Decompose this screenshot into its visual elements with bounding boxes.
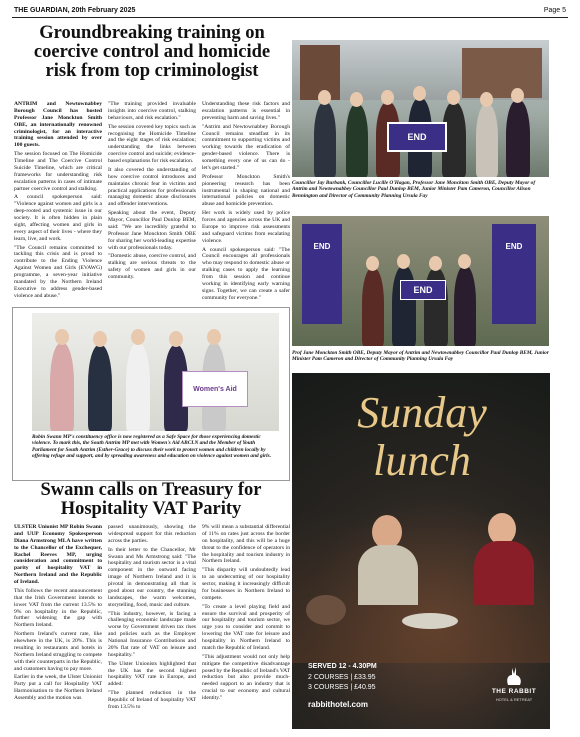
article-paragraph: The session covered key topics such as recognising the Homicide Timeline and the eight stages of risk escalation; understanding the links between coercive control and suicide; evidence-based explanations for risk escalation.: [108, 123, 196, 164]
article-paragraph: Earlier in the week, the Ulster Unionist Party put a call for Hospitality VAT Harmonisation to the Northern Ireland Assembly and the motion was: [14, 674, 102, 701]
advert-title-lunch: lunch: [373, 436, 471, 485]
page-number: Page 5: [543, 7, 566, 14]
publication-date: THE GUARDIAN, 20th February 2025: [14, 7, 136, 14]
article-paragraph: Northern Ireland's current rate, like elsewhere in the UK, is 20%. This is resulting in restaurants and hotels in Northern Ireland struggling to compete with their counterparts in the Republic, and customers having to pay more.: [14, 631, 102, 672]
group-photo-middle: [292, 216, 549, 346]
article-headline: Groundbreaking training on coercive control and homicide risk from top criminologist: [33, 23, 271, 81]
article-paragraph: passed unanimously, showing the widespread support for this reduction across the parties.: [108, 524, 196, 544]
article-column-1: [14, 101, 102, 306]
group-photo-top: [292, 40, 549, 177]
end-sign: END: [387, 122, 447, 152]
advert-title-sunday: Sunday: [357, 388, 487, 437]
article-paragraph: The Ulster Unionists highlighted that the UK has the second highest hospitality VAT rate in Europe, and added:: [108, 660, 196, 688]
article-paragraph: It also covered the understanding of how coercive control introduces and maintains chronic fear in victims and practical applications for professionals managing domestic abuse disclosures and offender interventions.: [108, 166, 196, 208]
advert-two-courses: 2 COURSES | £33.95: [308, 674, 376, 681]
end-banner-left: [302, 224, 342, 324]
article-paragraph: A council spokesperson said: "The Council encourages all professionals who may respond to domestic abuse or stalking cases to apply the learning from this session and continue working in identifying early warning signs. Together, we can create a safer community for everyone.": [202, 246, 290, 301]
article-paragraph: This follows the recent announcement that the Irish Government intends to lower VAT from the current 13.5% to 9% on hospitality in the Republic, further widening the gap with Northern Ireland.: [14, 587, 102, 629]
article-paragraph: "To create a level playing field and ensure the survival and prosperity of our hospitality and tourism sector, we urge you to consider and commit to lowering the VAT rate for leisure and hospitality in Northern Ireland to match the Republic of Ireland.: [202, 603, 290, 651]
article-paragraph: The session focused on The Homicide Timeline and The Coercive Control Suicide Timeline, which are critical frameworks for understanding risk escalation patterns in cases of intimate partner coercive control and stalking.: [14, 151, 102, 192]
article-paragraph: A council spokesperson said: "Violence against women and girls is a deep-rooted and systemic issue in our society. It is often hidden in plain sight, affecting women and girls in every aspect of their lives - where they learn, live, and work.: [14, 194, 102, 242]
article-paragraph: Understanding these risk factors and escalation patterns is essential in preventing harm and saving lives.": [202, 101, 290, 121]
article-paragraph: 9% will mean a substantial differential of 11% on rates just across the border on hospitality, and this will be a huge threat to the confidence of operators in the hospitality and tourism industry in Northern Ireland.: [202, 524, 290, 565]
advert-logo-sub: HOTEL & RETREAT: [495, 697, 533, 702]
article-paragraph: In their letter to the Chancellor, Mr Swann and Ms Armstrong said: "The hospitality and tourism sector is a vital component in the outward facing image of Northern Ireland and it is pivotal in demonstrating all that is good about our country, the stunning landscapes, the warm welcomes, storytelling, food, music and culture.: [108, 546, 196, 608]
article-paragraph: Speaking about the event, Deputy Mayor, Councillor Paul Dunlop BEM, said: "We are incredibly grateful to Professor Jane Monckton Smith OBE for sharing her world-leading expertise with our professionals today.: [108, 210, 196, 251]
article-paragraph: ANTRIM and Newtownabbey Borough Council has hosted Professor Jane Monckton Smith OBE, an internationally renowned criminologist, for an interactive training session attended by over 100 guests.: [14, 101, 102, 149]
photo-caption-top: Councillor Jay Burbank, Councillor Lucille O'Hagan, Professor Jane Monckton Smith OBE, Deputy Mayor of Antrim and Newtownabbey Councillor Paul Dunlop BEM, Junior Minister Pam Cameron, Councillor Alison Bennington and Director of Community Planning Ursula Fay: [292, 180, 536, 199]
end-banner-right: [492, 224, 536, 324]
article-paragraph: "Antrim and Newtownabbey Borough Council remains steadfast in its commitment to supporting victims and working towards the eradication of gender-based violence. There is something every one of us can do - let's get started.": [202, 123, 290, 171]
article-paragraph: "The planned reduction in the Republic of Ireland of hospitality VAT from 13.5% to: [108, 690, 196, 710]
end-banner-right-text: END: [505, 242, 523, 251]
article-paragraph: "Domestic abuse, coercive control, and stalking are serious threats to the safety of women and girls in our community.: [108, 253, 196, 280]
article-paragraph: "This disparity will undoubtedly lead to an undercutting of our hospitality sector, making it increasingly difficult for businesses in Northern Ireland to compete.: [202, 567, 290, 601]
advert-served-time: SERVED 12 - 4.30PM: [308, 663, 377, 670]
article-paragraph: "The Council remains committed to tackling this crisis and is proud to contribute to the Ending Violence Against Women and Girls (EVAWG) programme, a seven-year initiative mandated by the Northern Ireland Executive to address gender-based violence and abuse.": [14, 244, 102, 299]
swann-photo: [32, 313, 279, 431]
article-column-3: [202, 101, 290, 306]
sunday-lunch-advert: [292, 373, 550, 729]
advert-website: rabbithotel.com: [308, 700, 369, 709]
article-column-2: [108, 101, 196, 306]
photo-caption-left: Robin Swann MP's constituency office is now registered as a Safe Space for those experiencing domestic violence. To mark this, the South Antrim MP met with Women's Aid ABCLN and the Member of Youth Parliament for South Antrim (Esther-Grace) to discuss their work to protect women and children locally by offering refuge and support, and by spreading awareness and education on violence against women and girls.: [32, 434, 272, 460]
article-paragraph: "This industry, however, is facing a challenging economic landscape made worse by Government driven tax rises and policies such as the Employer National Insurance Contributions and 20% flat rate of VAT on leisure and hospitality.": [108, 610, 196, 658]
advert-logo-name: THE RABBIT: [491, 688, 537, 695]
article-paragraph: ULSTER Unionist MP Robin Swann and UUP Economy Spokesperson Diana Armstrong MLA have written to the Chancellor of the Exchequer, Rachel Reeves MP, urging consideration and commitment to parity of hospitality VAT in Northern Ireland and the Republic of Ireland.: [14, 524, 102, 585]
article-paragraph: Her work is widely used by police forces and agencies across the UK and Europe to improve risk assessments and safeguard victims from escalating violence.: [202, 210, 290, 244]
advert-three-courses: 3 COURSES | £40.95: [308, 684, 376, 691]
womens-aid-sign: Women's Aid: [182, 371, 248, 407]
end-banner-left-text: END: [313, 242, 331, 251]
article2-column-2: [108, 524, 196, 732]
header-rule: [12, 17, 568, 18]
article-paragraph: Professor Monckton Smith's pioneering research has been instrumental in shaping national and international policies on domestic abuse and homicide prevention.: [202, 173, 290, 208]
article-paragraph: "This adjustment would not only help mitigate the competitive disadvantage posed by the Republic of Ireland's VAT reduction but also provide much-needed support to an industry that is crucial to our economy and cultural identity.": [202, 653, 290, 701]
rabbit-logo-icon: [500, 665, 528, 687]
article2-column-3: [202, 524, 290, 732]
article-headline-2: Swann calls on Treasury for Hospitality VAT Parity: [40, 480, 262, 519]
article-paragraph: "The training provided invaluable insights into coercive control, stalking behaviours, and risk escalation.": [108, 101, 196, 121]
article2-column-1: [14, 524, 102, 732]
photo-caption-middle: Prof Jane Monckton Smith OBE, Deputy Mayor of Antrim and Newtownabbey Councillor Paul Dunlop BEM, Junior Minister Pam Cameron and Director of Community Planning Ursula Fay: [292, 350, 549, 363]
end-sign-small: END: [400, 280, 446, 300]
